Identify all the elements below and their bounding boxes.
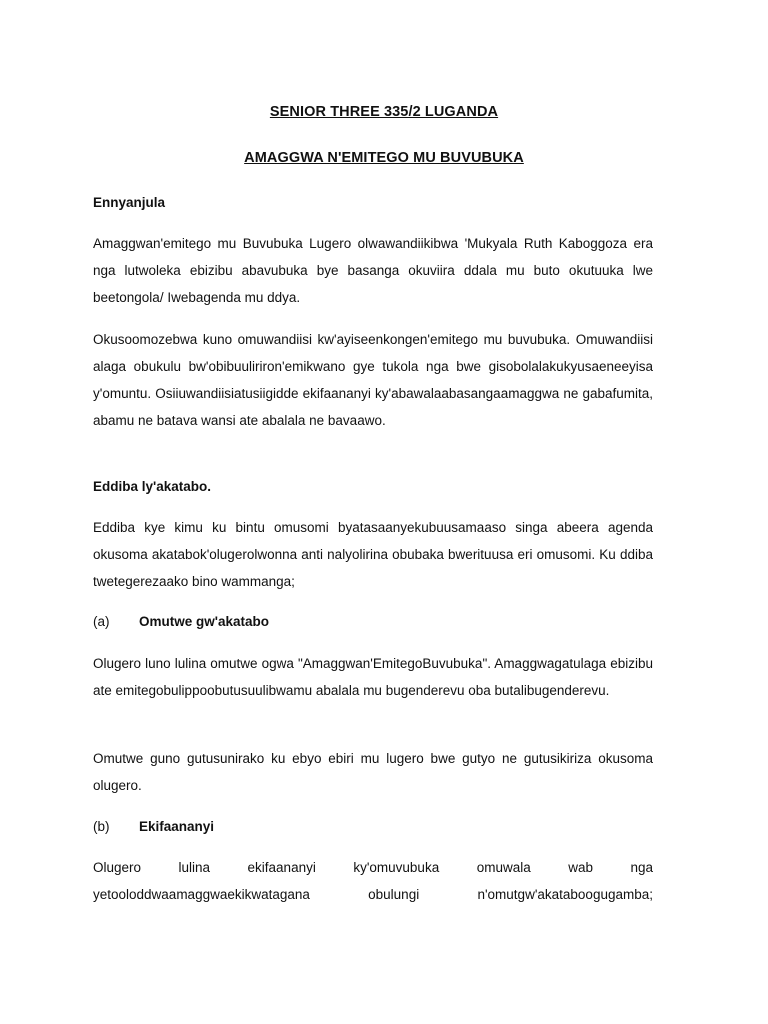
section-heading-setting: Eddiba ly'akatabo.	[93, 479, 211, 494]
paragraph-intro-1: Amaggwan'emitego mu Buvubuka Lugero olwawandiikibwa 'Mukyala Ruth Kaboggoza era nga lutwoleka ebizibu abavubuka bye basanga okuviira ddala mu buto okutuuka lwe beetongola/ Iwebagenda mu ddya.	[93, 236, 653, 305]
paragraph-a-2: Omutwe guno gutusunirako ku ebyo ebiri mu lugero bwe gutyo ne gutusikiriza okusoma olugero.	[93, 751, 653, 793]
paragraph-setting-1: Eddiba kye kimu ku bintu omusomi byatasaanyekubuusamaaso singa abeera agenda okusoma akatabok'olugerolwonna anti nalyolirina obubaka bwerituusa eri omusomi. Ku ddiba twetegerezaako bino wammanga;	[93, 520, 653, 589]
paragraph-b-1: Olugero lulina ekifaananyi ky'omuvubuka omuwala wab nga yetoolоddwaamaggwaekikwatagana obulungi n'omutgw'akataboogugamba;	[93, 860, 653, 902]
subsection-a-heading	[93, 614, 653, 629]
document-subtitle: AMAGGWA N'EMITEGO MU BUVUBUKA	[244, 150, 524, 166]
subsection-a-title: Omutwe gw'akatabo	[139, 614, 269, 629]
subsection-b-heading	[93, 819, 653, 834]
paragraph-a-1: Olugero luno lulina omutwe ogwa "Amaggwan'EmitegoBuvubuka". Amaggwagatulaga ebizibu ate emitegobulippoobutusuulibwamu abalala mu bugenderevu oba butalibugenderevu.	[93, 656, 653, 698]
subsection-b-title: Ekifaananyi	[139, 819, 215, 834]
subsection-a-marker: (a)	[93, 614, 110, 629]
section-heading-intro: Ennyanjula	[93, 195, 166, 210]
document-title: SENIOR THREE 335/2 LUGANDA	[269, 104, 499, 120]
paragraph-intro-2: Okusoomozebwa kuno omuwandiisi kw'ayiseenkongen'emitego mu buvubuka. Omuwandiisi alaga obukulu bw'obibuuliriron'emikwano gye tukola nga bwe gisobolalakukyusaeneeyisa y'omuntu. Osiiuwandiisiatusiigidde ekifaananyi ky'abawalaabasangaamaggwa ne gabafumita, abamu ne batava wansi ate abalala ne bavaawo.	[93, 332, 653, 428]
subsection-b-marker: (b)	[93, 819, 110, 834]
